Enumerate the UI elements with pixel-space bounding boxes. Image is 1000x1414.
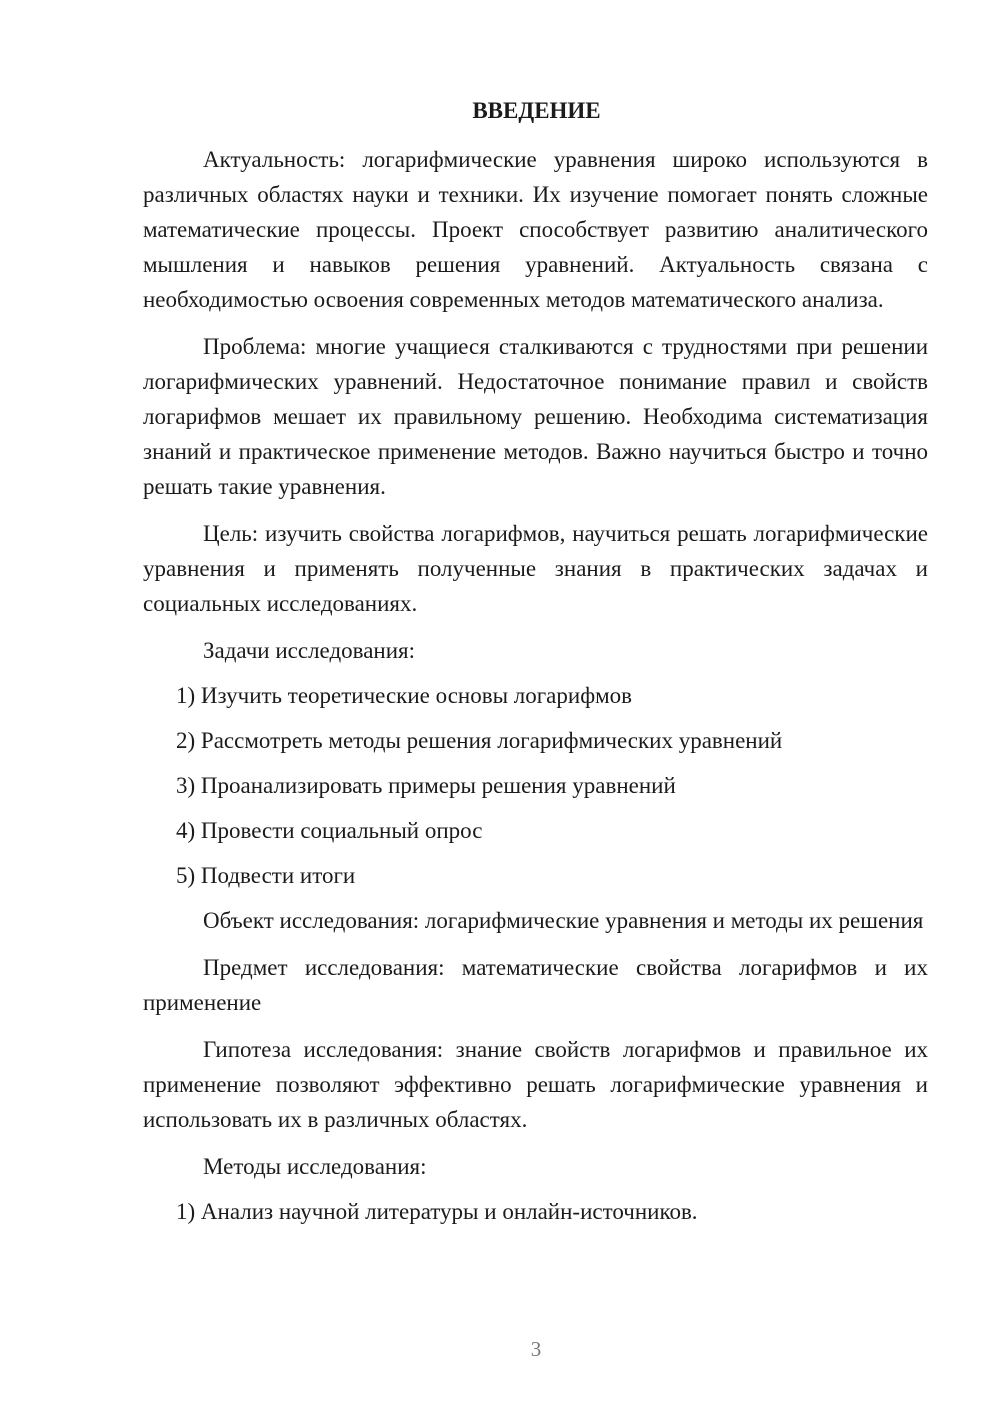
- list-item: 2) Рассмотреть методы решения логарифмических уравнений: [176, 728, 783, 753]
- methods-list: [143, 1194, 928, 1229]
- page-title: ВВЕДЕНИЕ: [472, 98, 601, 123]
- list-item: 1) Анализ научной литературы и онлайн-источников.: [176, 1199, 698, 1224]
- methods-heading: Методы исследования:: [203, 1154, 427, 1179]
- list-item: 5) Подвести итоги: [176, 863, 356, 888]
- relevance-paragraph: Актуальность: логарифмические уравнения широко используются в различных областях науки и техники. Их изучение помогает понять сложные математические процессы. Проект способствует развитию аналитического мышления и навыков решения уравнений. Актуальность связана с необходимостью освоения современных методов математического анализа.: [143, 147, 928, 312]
- list-item: 1) Изучить теоретические основы логарифмов: [176, 683, 633, 708]
- tasks-list: [143, 678, 928, 893]
- list-item: 3) Проанализировать примеры решения уравнений: [176, 773, 676, 798]
- object-paragraph: Объект исследования: логарифмические уравнения и методы их решения: [203, 908, 924, 933]
- page-number: 3: [530, 1337, 542, 1361]
- goal-paragraph: Цель: изучить свойства логарифмов, научиться решать логарифмические уравнения и применять полученные знания в практических задачах и социальных исследованиях.: [143, 521, 928, 616]
- document-body: [143, 93, 928, 1239]
- subject-paragraph: Предмет исследования: математические свойства логарифмов и их применение: [143, 955, 928, 1015]
- list-item: 4) Провести социальный опрос: [176, 818, 483, 843]
- tasks-heading: Задачи исследования:: [203, 638, 416, 663]
- hypothesis-paragraph: Гипотеза исследования: знание свойств логарифмов и правильное их применение позволяют эффективно решать логарифмические уравнения и использовать их в различных областях.: [143, 1037, 928, 1132]
- problem-paragraph: Проблема: многие учащиеся сталкиваются с трудностями при решении логарифмических уравнений. Недостаточное понимание правил и свойств логарифмов мешает их правильному решению. Необходима систематизация знаний и практическое применение методов. Важно научиться быстро и точно решать такие уравнения.: [143, 334, 928, 499]
